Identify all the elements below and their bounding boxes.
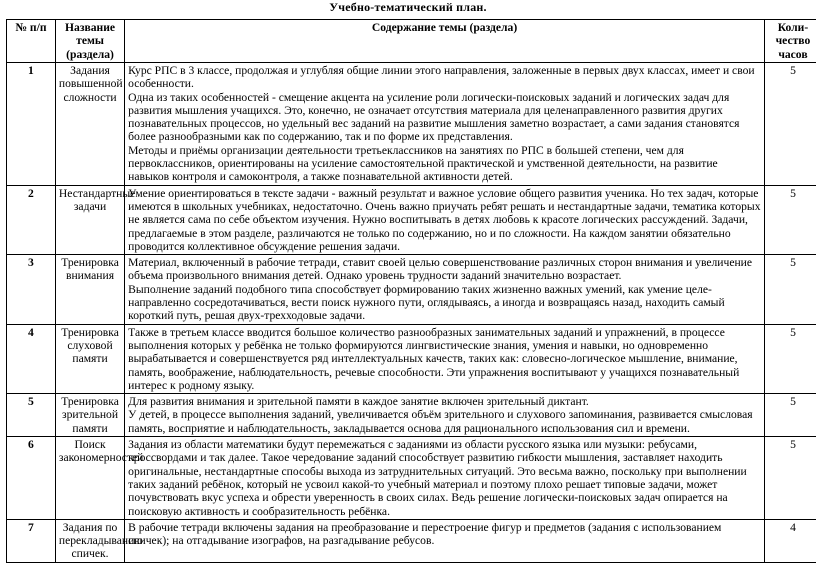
row-topic-content xyxy=(125,185,765,254)
document-title: Учебно-тематический план. xyxy=(0,0,816,14)
row-topic-name: Задания по перекладыванию спичек. xyxy=(55,519,124,562)
content-paragraph: Для развития внимания и зрительной памяти в каждое занятие включен зрительный диктант. xyxy=(128,395,761,408)
header-hours: Коли-чество часов xyxy=(764,20,816,63)
table-row xyxy=(7,255,816,324)
content-paragraph: Методы и приёмы организации деятельности третьеклассников на занятиях по РПС в большей степени, чем для первоклассников, ориентированы на усиление самостоятельной практической и умственной деятельности, на развитие навыков контроля и самоконтроля, а также познавательной активности детей. xyxy=(128,144,761,184)
content-paragraph: Одна из таких особенностей - смещение акцента на усиление роли логически-поисковых заданий и логических задач для развития мышления учащихся. Это, конечно, не означает отсутствия материала для целенаправленного развития других познавательных процессов, но удельный вес заданий на развитие мышления заметно возрастает, а сами задания становятся более разнообразными как по содержанию, так и по форме их представления. xyxy=(128,91,761,144)
row-hours: 5 xyxy=(764,63,816,186)
row-number: 7 xyxy=(7,519,56,562)
header-topic-name: Название темы (раздела) xyxy=(55,20,124,63)
row-topic-name: Поиск закономерностей xyxy=(55,437,124,520)
row-number: 6 xyxy=(7,437,56,520)
content-paragraph: У детей, в процессе выполнения заданий, увеличивается объём зрительного и слухового запоминания, развивается смысловая память, восприятие и наблюдательность, закладывается основа для рационального использования сил и времени. xyxy=(128,408,761,435)
content-paragraph: Умение ориентироваться в тексте задачи - важный результат и важное условие общего развития ученика. Но тех задач, которые имеются в школьных учебниках, недостаточно. Очень важно приучать ребят решать и нестандартные задачи, тематика которых не является сама по себе объектом изучения. Нужно воспитывать в детях любовь к красоте логических рассуждений. Задачи, предлагаемые в этом разделе, различаются не только по содержанию, но и по сложности. На каждом занятии обязательно проводится коллективное обсуждение решения задачи. xyxy=(128,187,761,253)
row-number: 3 xyxy=(7,255,56,324)
row-number: 2 xyxy=(7,185,56,254)
table-row xyxy=(7,394,816,437)
row-topic-name: Тренировка внимания xyxy=(55,255,124,324)
table-row xyxy=(7,519,816,562)
row-topic-content xyxy=(125,255,765,324)
row-hours: 5 xyxy=(764,437,816,520)
row-hours: 5 xyxy=(764,324,816,393)
row-topic-content xyxy=(125,324,765,393)
row-number: 5 xyxy=(7,394,56,437)
row-hours: 5 xyxy=(764,255,816,324)
row-number: 1 xyxy=(7,63,56,186)
header-number: № п/п xyxy=(7,20,56,63)
table-header-row xyxy=(7,20,816,63)
table-row xyxy=(7,437,816,520)
table-row xyxy=(7,63,816,186)
row-topic-name: Тренировка зрительной памяти xyxy=(55,394,124,437)
content-paragraph: Материал, включенный в рабочие тетради, ставит своей целью совершенствование различных сторон внимания и увеличение объема произвольного внимания детей. Однако уровень трудности заданий значительно возрастает. xyxy=(128,256,761,283)
row-topic-name: Задания повышенной сложности xyxy=(55,63,124,186)
row-hours: 4 xyxy=(764,519,816,562)
content-paragraph: Курс РПС в 3 классе, продолжая и углубляя общие линии этого направления, заложенные в первых двух классах, имеет и свои особенности. xyxy=(128,64,761,91)
row-hours: 5 xyxy=(764,185,816,254)
row-topic-name: Тренировка слуховой памяти xyxy=(55,324,124,393)
content-paragraph: Также в третьем классе вводится большое количество разнообразных занимательных заданий и упражнений, в процессе выполнения которых у ребёнка не только формируются лингвистические знания, умения и навыки, но одновременно вырабатывается и совершенствуется ряд интеллектуальных качеств, таких как: словесно-логическое мышление, внимание, память, воображение, наблюдательность, речевые способности. Эти упражнения воспитывают у учащихся познавательный интерес к родному языку. xyxy=(128,326,761,392)
row-topic-name: Нестандартные задачи xyxy=(55,185,124,254)
table-row xyxy=(7,185,816,254)
table-row xyxy=(7,324,816,393)
content-paragraph: Выполнение заданий подобного типа способствует формированию таких жизненно важных умений, как умение целе-направленно сосредотачиваться, вести поиск нужного пути, оглядываясь, а иногда и возвращаясь назад, находить самый короткий путь, решая двух-трехходовые задачи. xyxy=(128,283,761,323)
row-topic-content xyxy=(125,519,765,562)
content-paragraph: В рабочие тетради включены задания на преобразование и перестроение фигур и предметов (задания с использованием спичек); на отгадывание изографов, на разгадывание ребусов. xyxy=(128,521,761,548)
row-topic-content xyxy=(125,63,765,186)
row-hours: 5 xyxy=(764,394,816,437)
content-paragraph: Задания из области математики будут перемежаться с заданиями из области русского языка или музыки: ребусами, кроссвордами и так далее. Такое чередование заданий способствует развитию гибкости мышления, заставляет находить оригинальные, нестандартные способы выхода из затруднительных ситуаций. Это весьма важно, поскольку при выполнении таких заданий ребёнок, который не усвоил какой-то учебный материал и поэтому плохо решает типовые задачи, может почувствовать вкус успеха и обрести уверенность в своих силах. Ведь решение логически-поисковых задач опирается на поисковую активность и сообразительность ребёнка. xyxy=(128,438,761,518)
row-number: 4 xyxy=(7,324,56,393)
row-topic-content xyxy=(125,437,765,520)
header-topic-content: Содержание темы (раздела) xyxy=(125,20,765,63)
row-topic-content xyxy=(125,394,765,437)
thematic-plan-table xyxy=(6,19,816,563)
